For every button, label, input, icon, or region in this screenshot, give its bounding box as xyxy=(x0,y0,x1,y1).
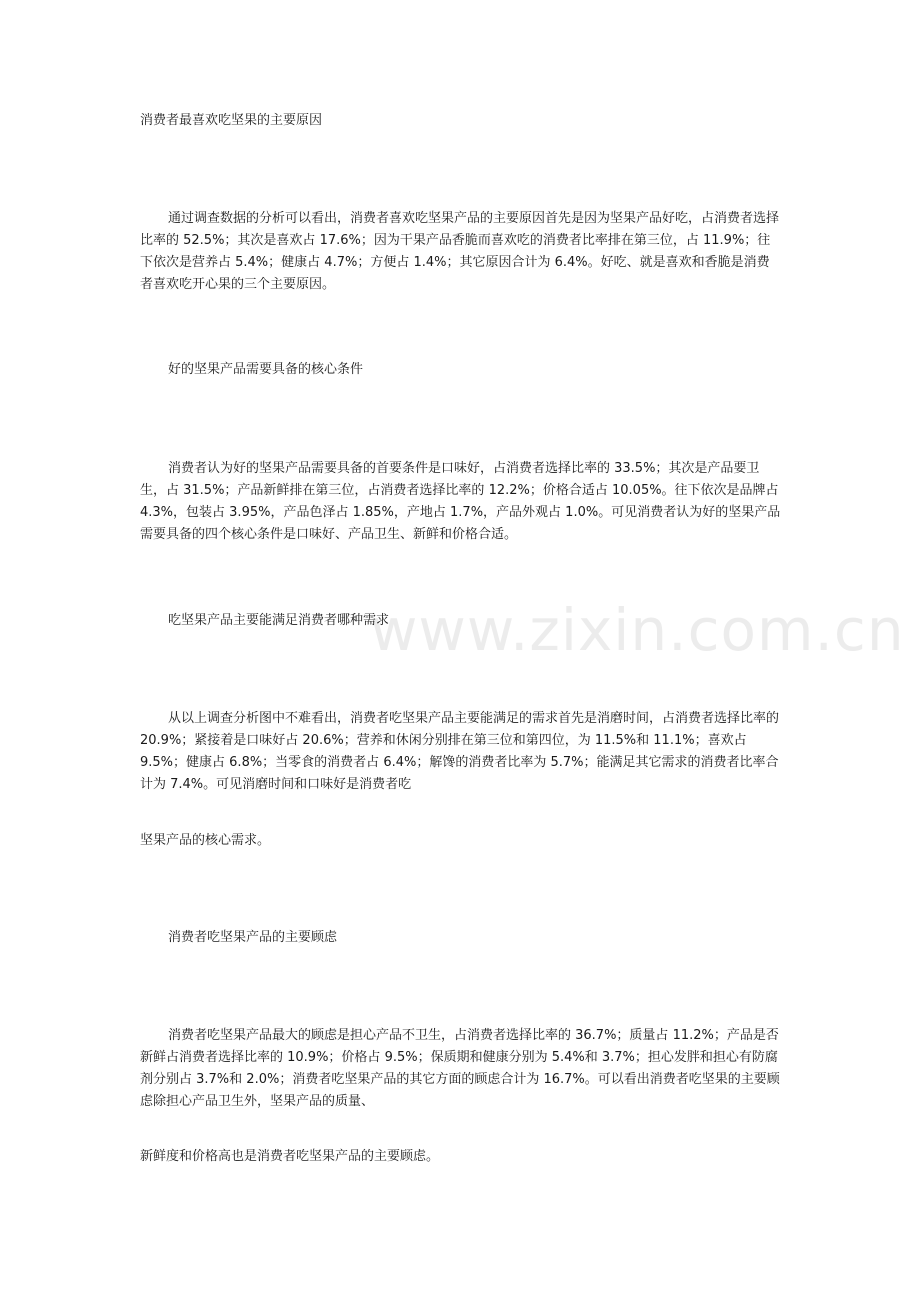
section-heading-3: 吃坚果产品主要能满足消费者哪种需求 xyxy=(168,613,390,628)
section-body-2: 消费者认为好的坚果产品需要具备的首要条件是口味好，占消费者选择比率的 33.5%；其次是产品要卫生，占 31.5%；产品新鲜排在第三位，占消费者选择比率的 12.2%；价格合适占 10.05%。往下依次是品牌占 4.3%，包装占 3.95%，产品色泽占 1.85%，产地占 1.7%，产品外观占 1.0%。可见消费者认为好的坚果产品需要具备的四个核心条件是口味好、产品卫生、新鲜和价格合适。 xyxy=(140,461,781,542)
section-heading-2: 好的坚果产品需要具备的核心条件 xyxy=(168,362,364,377)
section-body-4-continuation: 新鲜度和价格高也是消费者吃坚果产品的主要顾虑。 xyxy=(140,1149,440,1164)
section-heading-1: 消费者最喜欢吃坚果的主要原因 xyxy=(140,113,323,128)
section-body-4: 消费者吃坚果产品最大的顾虑是担心产品不卫生，占消费者选择比率的 36.7%；质量占 11.2%；产品是否新鲜占消费者选择比率的 10.9%；价格占 9.5%；保质期和健康分别为 5.4%和 3.7%；担心发胖和担心有防腐剂分别占 3.7%和 2.0%；消费者吃坚果产品的其它方面的顾虑合计为 16.7%。可以看出消费者吃坚果的主要顾虑除担心产品卫生外，坚果产品的质量、 xyxy=(140,1028,780,1109)
section-heading-4: 消费者吃坚果产品的主要顾虑 xyxy=(168,930,338,945)
section-body-1: 通过调查数据的分析可以看出，消费者喜欢吃坚果产品的主要原因首先是因为坚果产品好吃，占消费者选择比率的 52.5%；其次是喜欢占 17.6%；因为干果产品香脆而喜欢吃的消费者比率排在第三位，占 11.9%；往下依次是营养占 5.4%；健康占 4.7%；方便占 1.4%；其它原因合计为 6.4%。好吃、就是喜欢和香脆是消费者喜欢吃开心果的三个主要原因。 xyxy=(140,211,780,292)
watermark: www.zixin.com.cn xyxy=(370,596,905,664)
section-body-3-continuation: 坚果产品的核心需求。 xyxy=(140,833,271,848)
section-body-3: 从以上调查分析图中不难看出，消费者吃坚果产品主要能满足的需求首先是消磨时间，占消费者选择比率的 20.9%；紧接着是口味好占 20.6%；营养和休闲分别排在第三位和第四位，为 11.5%和 11.1%；喜欢占 9.5%；健康占 6.8%；当零食的消费者占 6.4%；解馋的消费者比率为 5.7%；能满足其它需求的消费者比率合计为 7.4%。可见消磨时间和口味好是消费者吃 xyxy=(140,711,780,792)
